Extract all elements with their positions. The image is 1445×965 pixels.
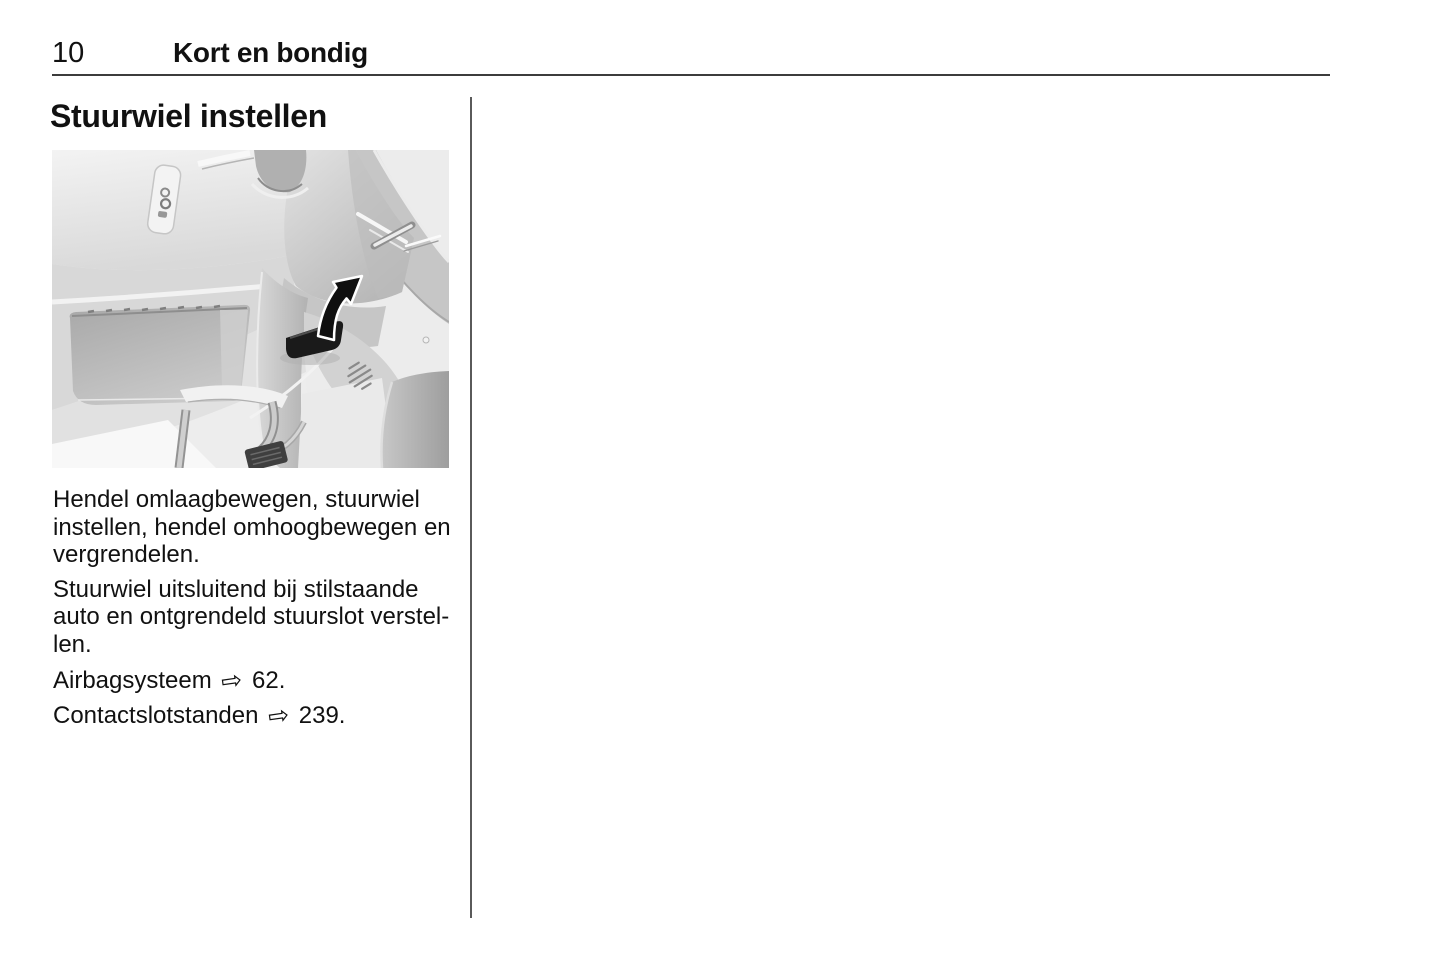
- body-text: [53, 486, 463, 737]
- header-rule: [52, 74, 1330, 76]
- steering-column-illustration: [52, 150, 449, 468]
- text-line: vergrendelen.: [53, 541, 200, 569]
- text-line: auto en ontgrendeld stuurslot verstel-: [53, 603, 450, 631]
- text-line: instellen, hendel omhoogbewegen en: [53, 513, 451, 541]
- reference-page: 62.: [252, 666, 286, 694]
- cross-reference-ignition: [53, 701, 463, 730]
- reference-page: 239.: [298, 702, 346, 730]
- console-side-panel: [381, 371, 449, 468]
- reference-label: Contactslotstanden: [53, 702, 259, 730]
- page-number: 10: [52, 37, 85, 69]
- chapter-title: Kort en bondig: [173, 37, 368, 68]
- trim-screw: [423, 337, 429, 343]
- page-reference-arrow-icon: ⇨: [219, 664, 245, 696]
- column-divider: [470, 97, 472, 918]
- text-line: len.: [53, 630, 92, 658]
- text-line: Hendel omlaagbewegen, stuurwiel: [53, 486, 420, 513]
- cross-reference-airbag: [53, 666, 463, 695]
- reference-label: Airbagsysteem: [53, 666, 212, 694]
- section-title: Stuurwiel instellen: [50, 98, 328, 134]
- steering-column-figure: [52, 150, 449, 468]
- text-line: Stuurwiel uitsluitend bij stilstaande: [53, 575, 419, 603]
- paragraph: [53, 576, 463, 659]
- paragraph: [53, 486, 463, 569]
- page-reference-arrow-icon: ⇨: [266, 699, 292, 732]
